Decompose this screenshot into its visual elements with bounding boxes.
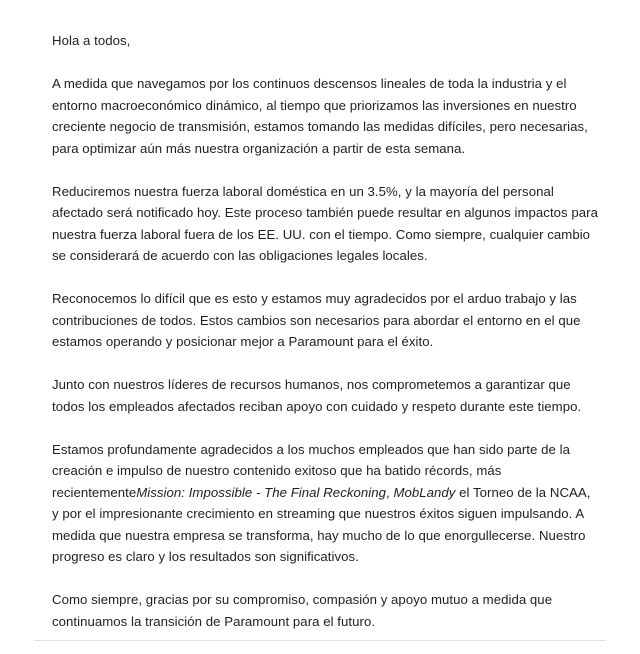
paragraph-hr-support: Junto con nuestros líderes de recursos humanos, nos comprometemos a garantizar que todos los empleados afectados reciban apoyo con cuidado y respeto durante este tiempo. xyxy=(52,377,582,414)
title-mission-impossible: Mission: Impossible - The Final Reckoning xyxy=(136,484,386,500)
gratitude-text-end: el Torneo de la NCAA, y por el impresionante crecimiento en streaming que nuestros éxitos siguen impulsando. A medida que nuestra empresa se transforma, hay mucho de lo que enorgullecerse. Nuestro progreso es claro y los resultados son significativos. xyxy=(52,484,591,564)
gratitude-text-start: Estamos profundamente agradecidos a los muchos empleados que han sido parte de la creación e impulso de nuestro contenido exitoso que ha batido récords, más recientemente xyxy=(52,441,570,500)
paragraph-intro: A medida que navegamos por los continuos descensos lineales de toda la industria y el entorno macroeconómico dinámico, al tiempo que priorizamos las inversiones en nuestro creciente negocio de transmisión, estamos tomando las medidas difíciles, pero necesarias, para optimizar aún más nuestra organización a partir de esta semana. xyxy=(52,76,588,156)
greeting: Hola a todos, xyxy=(52,33,131,48)
bottom-divider xyxy=(34,640,606,641)
title-mobland: MobLandy xyxy=(393,484,456,500)
paragraph-closing: Como siempre, gracias por su compromiso, compasión y apoyo mutuo a medida que continuamos la transición de Paramount para el futuro. xyxy=(52,592,553,629)
paragraph-acknowledgement: Reconocemos lo difícil que es esto y estamos muy agradecidos por el arduo trabajo y las contribuciones de todos. Estos cambios son necesarios para abordar el entorno en el que estamos operando y posicionar mejor a Paramount para el éxito. xyxy=(52,291,581,349)
letter-body xyxy=(52,30,600,654)
title-separator: , xyxy=(386,484,394,500)
paragraph-gratitude xyxy=(52,439,600,568)
paragraph-workforce-reduction: Reduciremos nuestra fuerza laboral doméstica en un 3.5%, y la mayoría del personal afectado será notificado hoy. Este proceso también puede resultar en algunos impactos para nuestra fuerza laboral fuera de los EE. UU. con el tiempo. Como siempre, cualquier cambio se considerará de acuerdo con las obligaciones legales locales. xyxy=(52,183,599,263)
